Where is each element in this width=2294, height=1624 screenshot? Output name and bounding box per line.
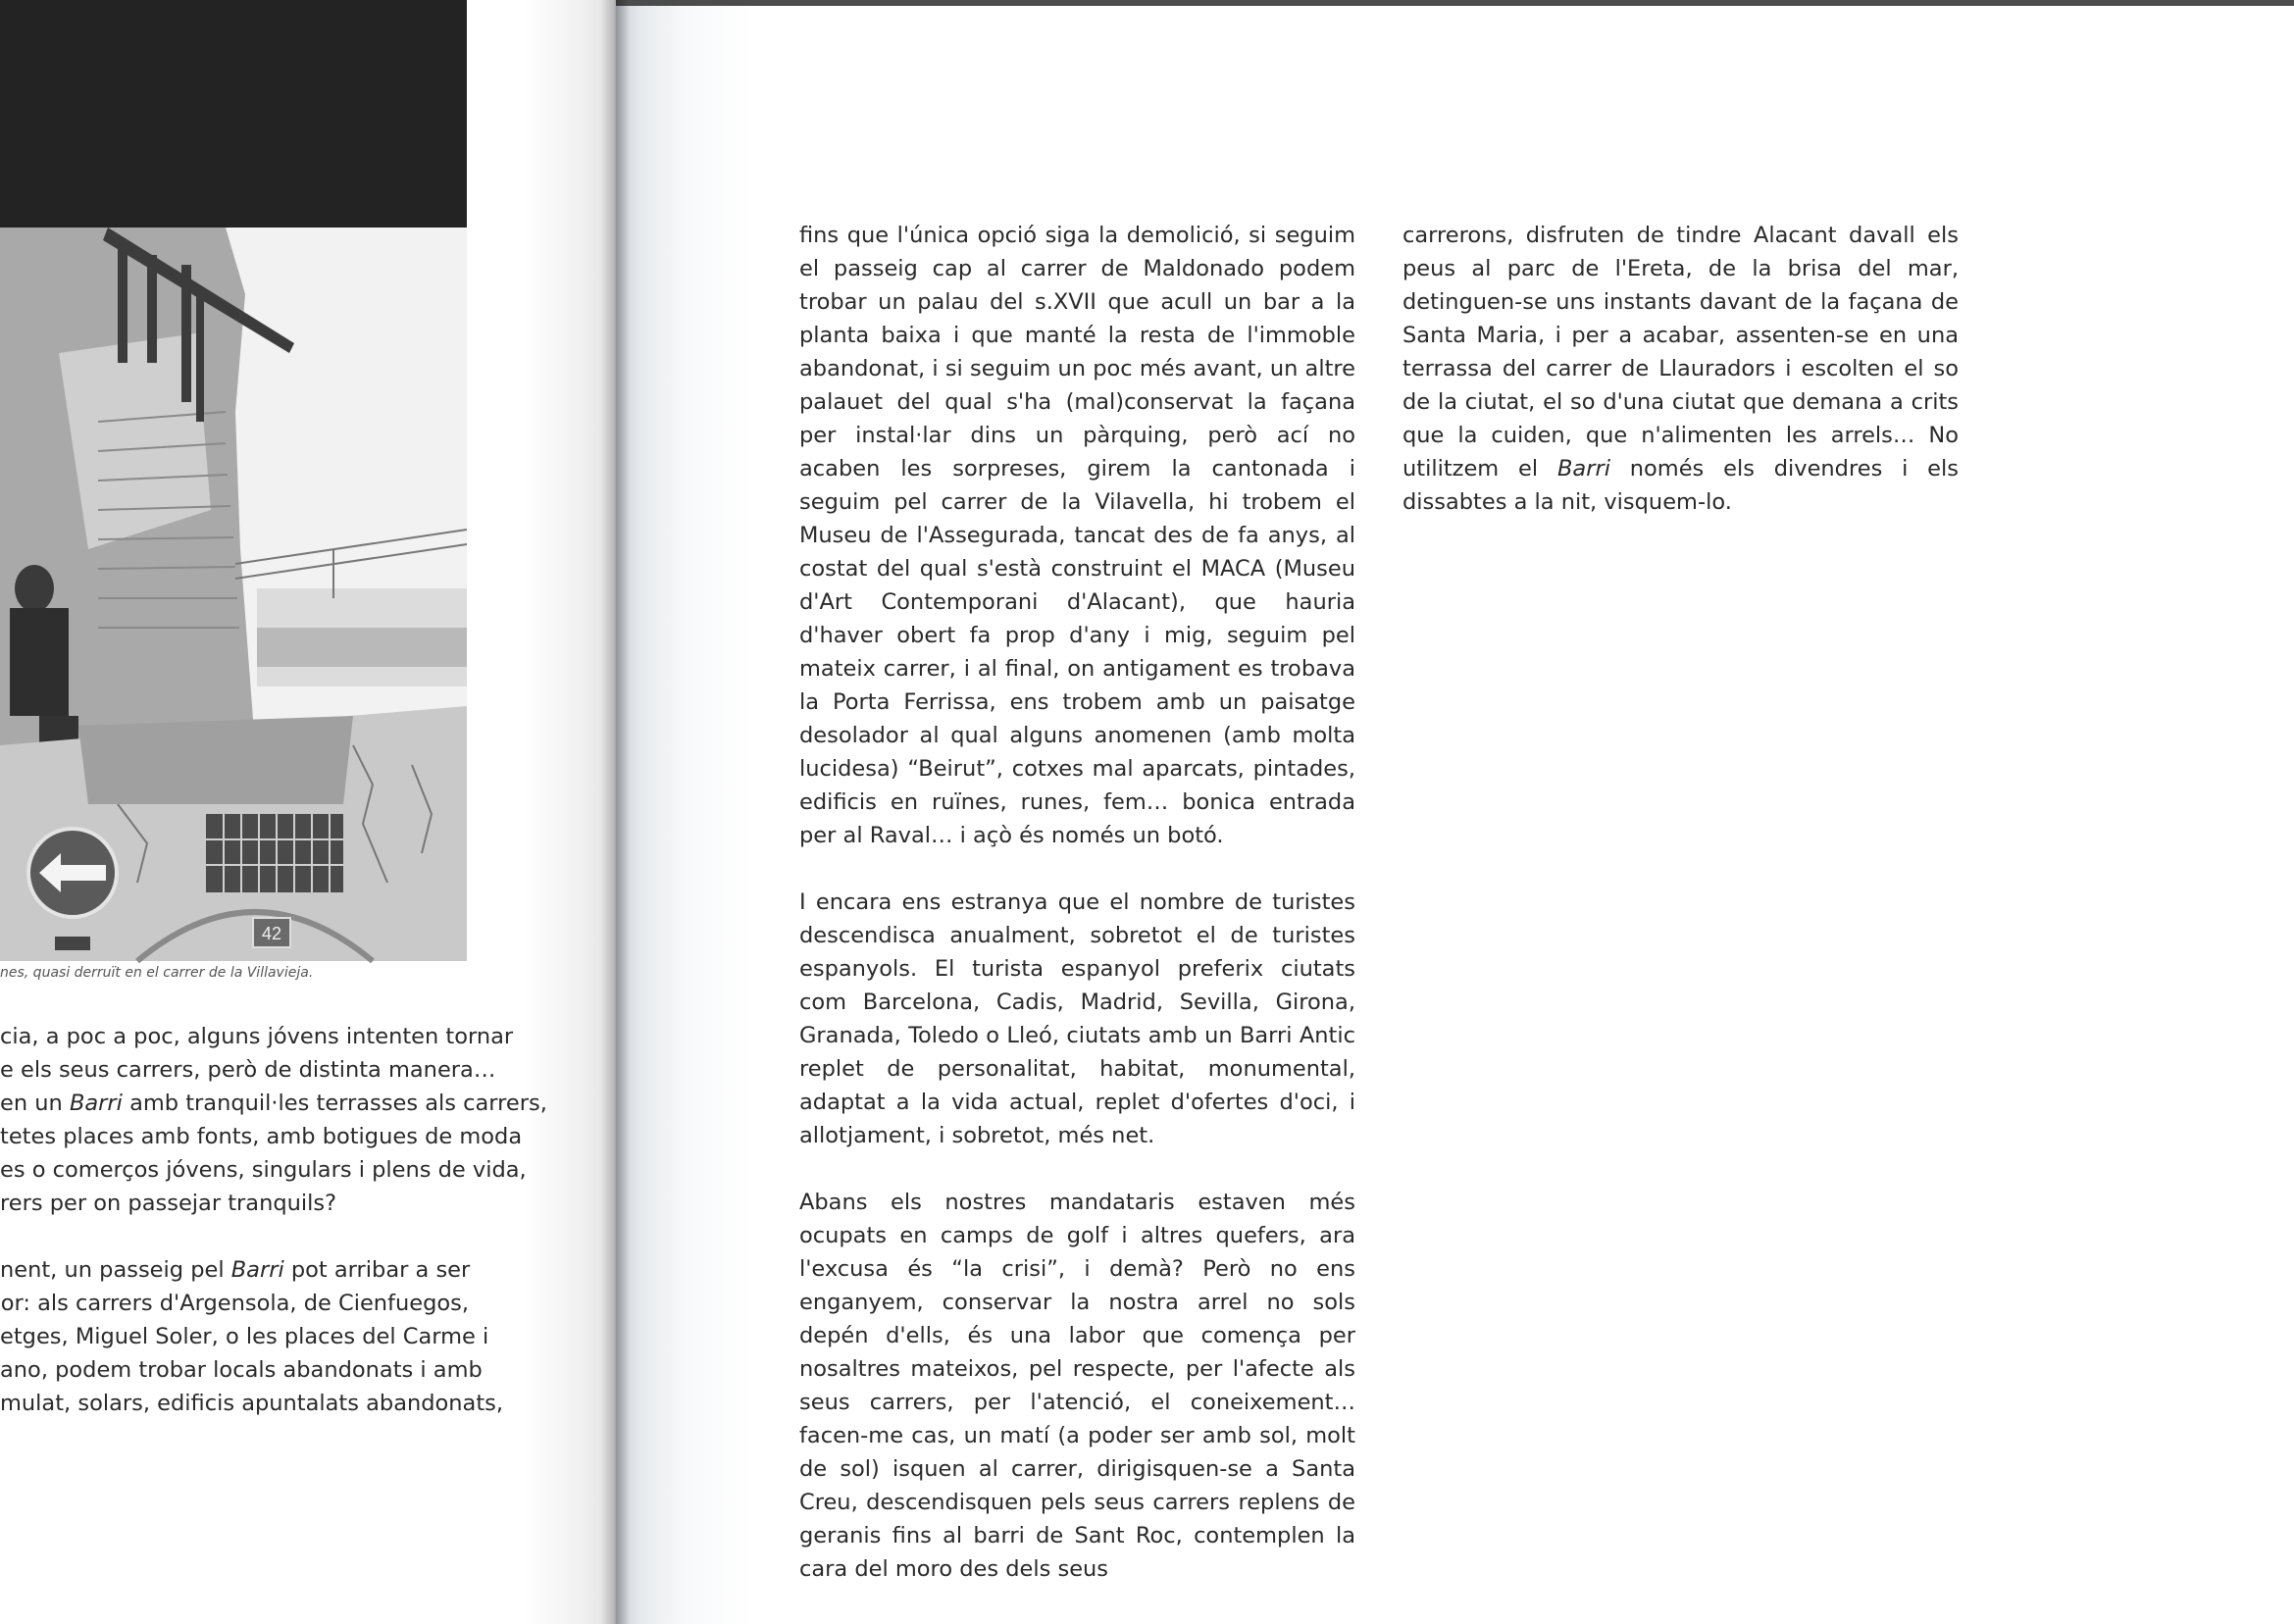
- text-line: es o comerços jóvens, singulars i plens de vida,: [0, 1157, 527, 1183]
- left-page: [0, 0, 616, 1624]
- text-line: cia, a poc a poc, alguns jóvens intenten tornar: [0, 1024, 514, 1049]
- text-line: e els seus carrers, però de distinta manera…: [0, 1057, 496, 1083]
- right-page-column-2: [1402, 219, 1959, 552]
- paragraph: fins que l'única opció siga la demolició, si seguim el passeig cap al carrer de Maldonado podem trobar un palau del s.XVII que acull un bar a la planta baixa i que manté la resta de l'immoble abandonat, i si seguim un poc més avant, un altre palauet del qual s'ha (mal)conservat la façana per instal·lar dins un pàrquing, però ací no acaben les sorpreses, girem la cantonada i seguim pel carrer de la Vilavella, hi trobem el Museu de l'Assegurada, tancat des de fa anys, al costat del qual s'està construint el MACA (Museu d'Art Contemporani d'Alacant), que hauria d'haver obert fa prop d'any i mig, seguim pel mateix carrer, i al final, on antigament es trobava la Porta Ferrissa, ens trobem amb un paisatge desolador al qual alguns anomenen (amb molta lucidesa) “Beirut”, cotxes mal aparcats, pintades, edificis en ruïnes, runes, fem… bonica entrada per al Raval… i açò és només un botó.: [799, 223, 1355, 848]
- left-page-text: [0, 1020, 547, 1420]
- text-line: nent, un passeig pel Barri pot arribar a ser: [0, 1257, 471, 1283]
- text-line: ano, podem trobar locals abandonats i amb: [0, 1357, 483, 1383]
- paragraph-text: només els divendres i els dissabtes a la nit, visquem-lo.: [1402, 456, 1959, 515]
- text-line: en un Barri amb tranquil·les terrasses als carrers,: [0, 1091, 547, 1116]
- book-gutter: [600, 0, 630, 1624]
- text-line: rers per on passejar tranquils?: [0, 1191, 337, 1216]
- paragraph-text: carrerons, disfruten de tindre Alacant davall els peus al parc de l'Ereta, de la brisa del mar, detinguen-se uns instants davant de la façana de Santa Maria, i per a acabar, assenten-se en una terrassa del carrer de Llauradors i escolten el so de la ciutat, el so d'una ciutat que demana a crits que la cuiden, que n'alimenten les arrels… No utilitzem el: [1402, 223, 1959, 482]
- paragraph-gap: [0, 1220, 469, 1253]
- house-number-plate: 42: [261, 924, 282, 943]
- italic-word: Barri: [69, 1091, 123, 1116]
- paragraph: I encara ens estranya que el nombre de turistes descendisca anualment, sobretot el de turistes espanyols. El turista espanyol preferix ciutats com Barcelona, Cadis, Madrid, Sevilla, Girona, Granada, Toledo o Lleó, ciutats amb un Barri Antic replet de personalitat, habitat, monumental, adaptat a la vida actual, replet d'ofertes d'oci, i allotjament, i sobretot, més net.: [799, 889, 1355, 1148]
- paragraph: Abans els nostres mandataris estaven més ocupats en camps de golf i altres quefers, ara l'excusa és “la crisi”, i demà? Però no ens enganyem, conservar la nostra arrel no sols depén d'ells, és una labor que comença per nosaltres mateixos, pel respecte, per l'afecte als seus carrers, per l'atenció, el coneixement… facen-me cas, un matí (a poder ser amb sol, molt de sol) isquen al carrer, dirigisquen-se a Santa Creu, descendisquen pels seus carrers replens de geranis fins al barri de Sant Roc, contemplen la cara del moro des dels seus: [799, 1190, 1355, 1582]
- caption-text: nes, quasi derruït en el carrer de la Villavieja.: [0, 965, 314, 981]
- italic-word: Barri: [230, 1257, 284, 1283]
- italic-word: Barri: [1556, 456, 1610, 482]
- text-line: etges, Miguel Soler, o les places del Carme i: [0, 1324, 489, 1349]
- text-line: mulat, solars, edificis apuntalats abandonats,: [0, 1391, 504, 1416]
- right-page-column-1: [799, 219, 1355, 1586]
- street-photo: [0, 0, 467, 961]
- photo-caption: [0, 965, 467, 981]
- paragraph: [1402, 219, 1959, 519]
- text-line: or: als carrers d'Argensola, de Cienfuegos,: [0, 1291, 469, 1316]
- text-line: tetes places amb fonts, amb botigues de moda: [0, 1124, 523, 1149]
